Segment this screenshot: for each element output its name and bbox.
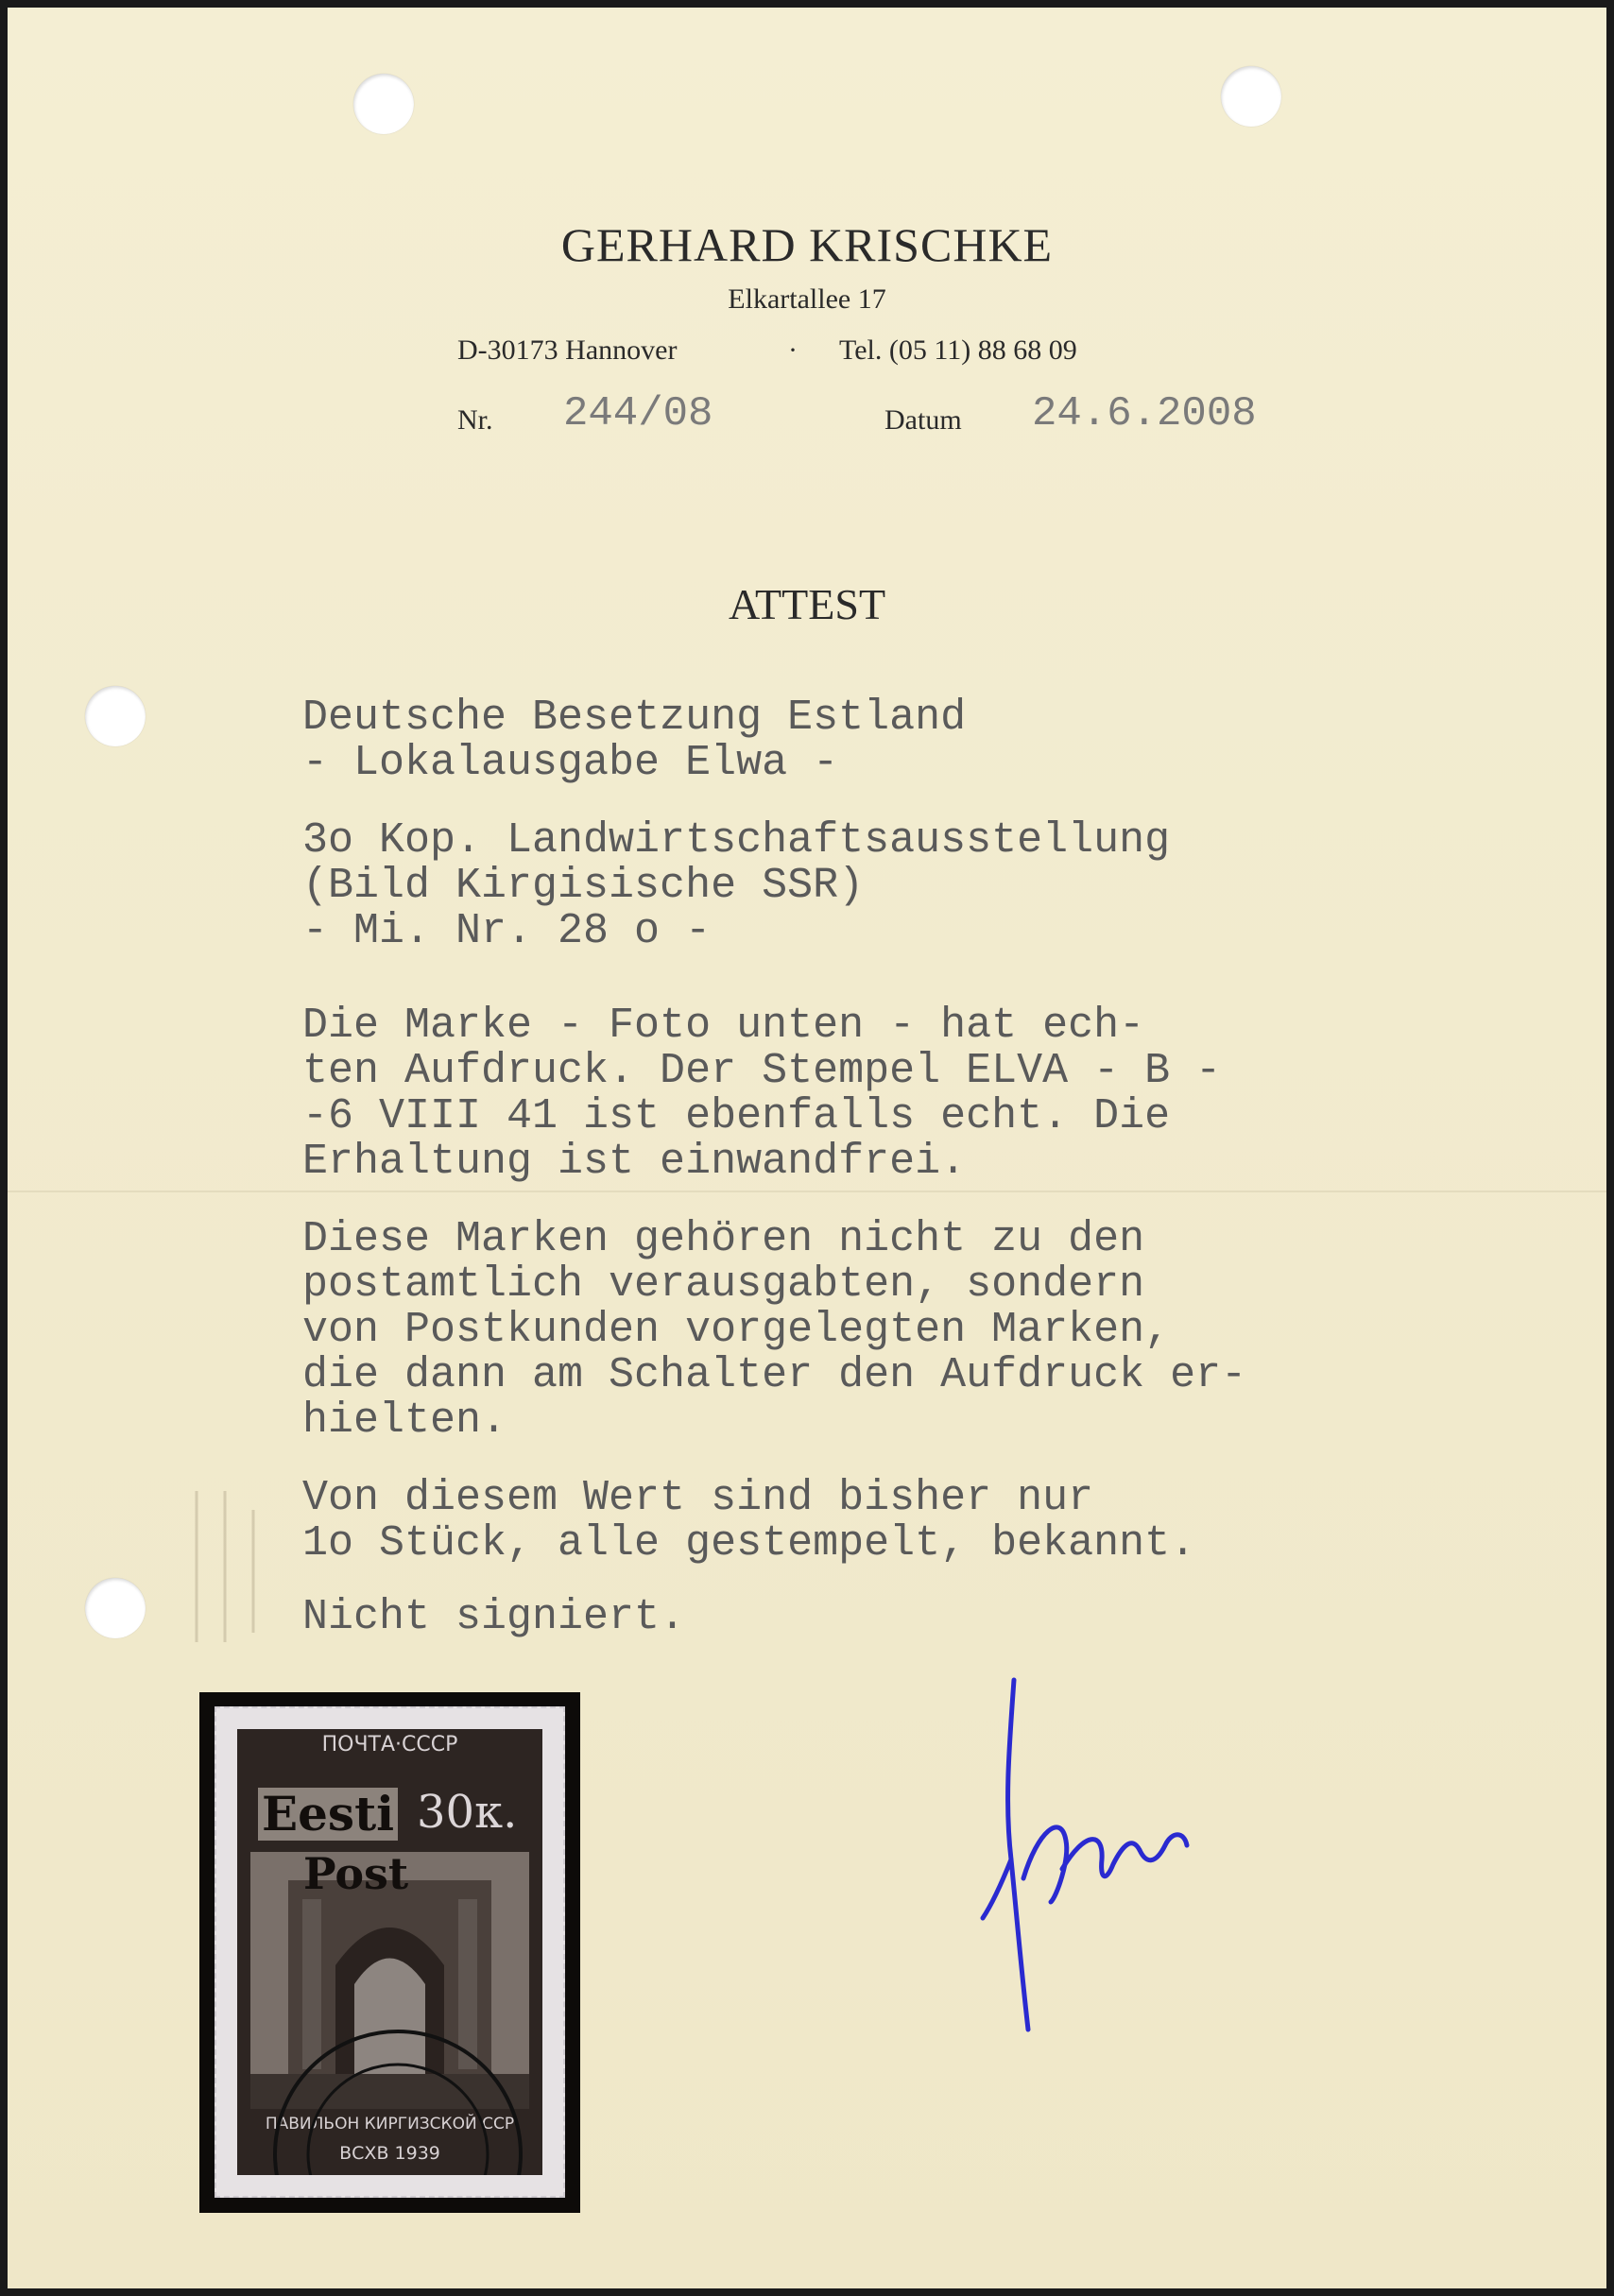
signature bbox=[971, 1671, 1217, 2048]
body-line: - Lokalausgabe Elwa - bbox=[302, 739, 839, 787]
overprint-eesti: Eesti bbox=[258, 1788, 398, 1841]
punch-hole-top-left bbox=[353, 74, 414, 134]
body-line: 3o Kop. Landwirtschaftsausstellung bbox=[302, 816, 1171, 865]
overprint-post: Post bbox=[303, 1848, 409, 1899]
body-line: -6 VIII 41 ist ebenfalls echt. Die bbox=[302, 1092, 1171, 1140]
postage-stamp bbox=[215, 1706, 565, 2198]
body-line: Diese Marken gehören nicht zu den bbox=[302, 1215, 1145, 1263]
body-line: ten Aufdruck. Der Stempel ELVA - B - bbox=[302, 1047, 1222, 1095]
separator-dot: · bbox=[788, 334, 798, 366]
punch-hole-top-right bbox=[1221, 66, 1281, 127]
body-line: Die Marke - Foto unten - hat ech- bbox=[302, 1002, 1145, 1050]
stamp-caption: ПАВИЛЬОН КИРГИЗСКОЙ ССР bbox=[265, 2115, 515, 2133]
body-line: Von diesem Wert sind bisher nur bbox=[302, 1474, 1094, 1522]
nr-label: Nr. bbox=[457, 404, 493, 436]
body-line: hielten. bbox=[302, 1396, 507, 1445]
body-line: (Bild Kirgisische SSR) bbox=[302, 862, 865, 910]
blind-embossing bbox=[178, 1482, 338, 1652]
body-line: Deutsche Besetzung Estland bbox=[302, 694, 967, 742]
document-title: ATTEST bbox=[728, 580, 886, 628]
body-line: 1o Stück, alle gestempelt, bekannt. bbox=[302, 1519, 1196, 1568]
body-line: die dann am Schalter den Aufdruck er- bbox=[302, 1351, 1247, 1399]
body-line: Nicht signiert. bbox=[302, 1593, 686, 1641]
issuer-street: Elkartallee 17 bbox=[728, 283, 886, 315]
punch-hole-middle bbox=[85, 686, 146, 746]
nr-value: 244/08 bbox=[563, 390, 713, 437]
stamp-design bbox=[237, 1729, 542, 2175]
body-line: - Mi. Nr. 28 o - bbox=[302, 907, 712, 955]
issuer-phone: Tel. (05 11) 88 68 09 bbox=[839, 334, 1077, 366]
stamp-photo bbox=[199, 1692, 580, 2213]
issuer-city: D-30173 Hannover bbox=[457, 334, 678, 366]
fold-line bbox=[8, 1191, 1606, 1192]
stamp-country-text: ПОЧТА·СССР bbox=[321, 1733, 458, 1756]
postmark-cancel bbox=[256, 2003, 540, 2175]
body-line: postamtlich verausgabten, sondern bbox=[302, 1260, 1145, 1309]
stamp-value: 30к. bbox=[417, 1786, 518, 1839]
issuer-name: GERHARD KRISCHKE bbox=[560, 218, 1054, 271]
body-line: Erhaltung ist einwandfrei. bbox=[302, 1138, 967, 1186]
punch-hole-lower bbox=[85, 1578, 146, 1638]
datum-label: Datum bbox=[884, 404, 962, 436]
stamp-year-text: ВСХВ 1939 bbox=[339, 2143, 440, 2164]
body-line: von Postkunden vorgelegten Marken, bbox=[302, 1306, 1171, 1354]
certificate-sheet bbox=[8, 8, 1606, 2288]
datum-value: 24.6.2008 bbox=[1032, 390, 1257, 437]
